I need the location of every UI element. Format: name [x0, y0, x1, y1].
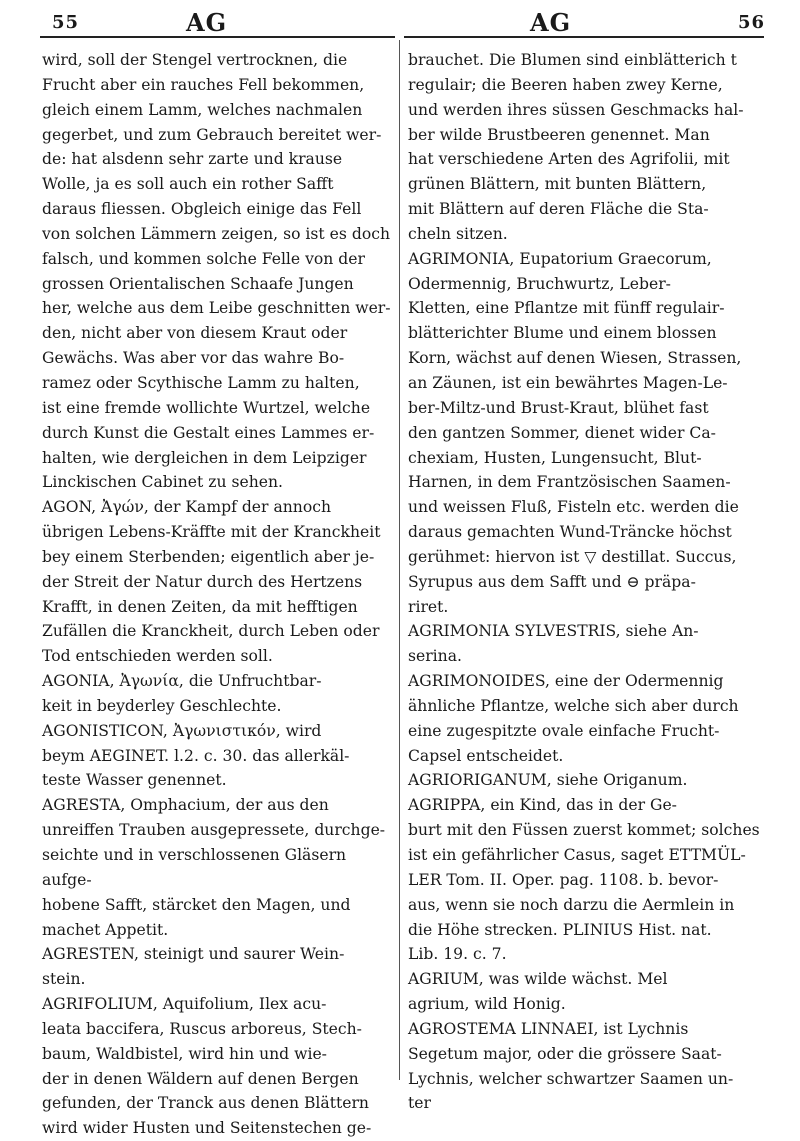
text-line: agrium, wild Honig. [408, 995, 566, 1014]
header-rule-left [40, 36, 395, 38]
text-line: gefunden, der Tranck aus denen Blättern [42, 1094, 369, 1113]
text-line: der in denen Wäldern auf denen Bergen [42, 1069, 359, 1088]
running-head-left: AG [186, 8, 228, 37]
text-line: AGRIMONOIDES, eine der Odermennig [408, 672, 724, 691]
header-rule-right [404, 36, 764, 38]
text-line: seichte und in verschlossenen Gläsern aufge- [42, 846, 347, 889]
text-line: Lychnis, welcher schwartzer Saamen un- [408, 1069, 734, 1088]
text-line: aus, wenn sie noch darzu die Aermlein in [408, 895, 735, 914]
text-line: Linckischen Cabinet zu sehen. [42, 473, 283, 492]
text-line: AGRESTEN, steinigt und saurer Wein- [42, 945, 345, 964]
text-line: unreiffen Trauben ausgepressete, durchge- [42, 821, 386, 840]
text-line: blätterichter Blume und einem blossen [408, 324, 717, 343]
text-line: daraus fliessen. Obgleich einige das Fell [42, 200, 362, 219]
text-line: Harnen, in dem Frantzösischen Saamen- [408, 473, 731, 492]
text-line: de: hat alsdenn sehr zarte und krause [42, 150, 343, 169]
text-line: burt mit den Füssen zuerst kommet; solches [408, 821, 760, 840]
text-line: halten, wie dergleichen in dem Leipziger [42, 448, 367, 467]
text-line: ber wilde Brustbeeren genennet. Man [408, 125, 710, 144]
text-line: wird wider Husten und Seitenstechen ge- [42, 1119, 372, 1138]
text-line: leata baccifera, Ruscus arboreus, Stech- [42, 1019, 362, 1038]
text-line: wird, soll der Stengel vertrocknen, die [42, 51, 348, 69]
text-line: beym AEGINET. l.2. c. 30. das allerkäl- [42, 746, 350, 765]
text-line: AGRESTA, Omphacium, der aus den [42, 796, 329, 815]
text-line: der Streit der Natur durch des Hertzens [42, 572, 363, 591]
text-line: baum, Waldbistel, wird hin und wie- [42, 1044, 327, 1063]
text-line: Capsel entscheidet. [408, 746, 564, 765]
page-number-right: 56 [738, 12, 766, 33]
text-line: Odermennig, Bruchwurtz, Leber- [408, 274, 671, 293]
text-line: Syrupus aus dem Safft und ⊖ präpa- [408, 572, 696, 591]
page-header [0, 6, 800, 40]
left-column [42, 48, 394, 1141]
text-line: ist eine fremde wollichte Wurtzel, welche [42, 398, 371, 417]
column-divider [399, 40, 400, 1080]
text-line: AGRIPPA, ein Kind, das in der Ge- [408, 796, 677, 815]
text-line: ramez oder Scythische Lamm zu halten, [42, 373, 360, 392]
text-line: und werden ihres süssen Geschmacks hal- [408, 100, 744, 119]
running-head-right: AG [530, 8, 572, 37]
text-line: durch Kunst die Gestalt eines Lammes er- [42, 423, 375, 442]
text-line: ähnliche Pflantze, welche sich aber durch [408, 696, 739, 715]
text-line: und weissen Fluß, Fisteln etc. werden die [408, 498, 739, 517]
text-line: von solchen Lämmern zeigen, so ist es doch [42, 224, 390, 243]
text-line: AGONISTICON, Ἀγωνιστικόν, wird [42, 721, 322, 740]
text-line: daraus gemachten Wund-Träncke höchst [408, 523, 732, 542]
text-line: serina. [408, 647, 462, 666]
text-line: AGRIORIGANUM, siehe Origanum. [408, 771, 688, 790]
text-line: ter [408, 1094, 431, 1113]
page-number-left: 55 [52, 12, 80, 33]
text-line: grossen Orientalischen Schaafe Jungen [42, 274, 354, 293]
text-line: gegerbet, und zum Gebrauch bereitet wer- [42, 125, 382, 144]
text-line: Lib. 19. c. 7. [408, 945, 507, 964]
text-line: brauchet. Die Blumen sind einblätterich t [408, 51, 737, 69]
text-line: gerühmet: hiervon ist ▽ destillat. Succus, [408, 547, 737, 566]
text-line: AGONIA, Ἀγωνία, die Unfruchtbar- [42, 672, 322, 691]
text-line: AGROSTEMA LINNAEI, ist Lychnis [408, 1019, 689, 1038]
right-column [408, 48, 760, 1116]
text-line: mit Blättern auf deren Fläche die Sta- [408, 200, 709, 219]
text-line: gleich einem Lamm, welches nachmalen [42, 100, 363, 119]
text-line: AGRIUM, was wilde wächst. Mel [408, 970, 668, 989]
text-line: Kletten, eine Pflantze mit fünff regulair- [408, 299, 725, 318]
text-line: bey einem Sterbenden; eigentlich aber je- [42, 547, 375, 566]
text-line: keit in beyderley Geschlechte. [42, 696, 282, 715]
text-line: AGON, Ἀγών, der Kampf der annoch [42, 498, 331, 517]
text-line: riret. [408, 597, 449, 616]
text-line: an Zäunen, ist ein bewährtes Magen-Le- [408, 373, 728, 392]
text-line: ist ein gefährlicher Casus, saget ETTMÜL- [408, 846, 746, 864]
text-line: chexiam, Husten, Lungensucht, Blut- [408, 448, 702, 467]
text-line: Wolle, ja es soll auch ein rother Safft [42, 175, 334, 194]
text-line: regulair; die Beeren haben zwey Kerne, [408, 75, 723, 94]
text-line: falsch, und kommen solche Felle von der [42, 249, 365, 268]
text-line: cheln sitzen. [408, 224, 508, 243]
text-line: die Höhe strecken. PLINIUS Hist. nat. [408, 920, 712, 939]
text-line: Krafft, in denen Zeiten, da mit hefftigen [42, 597, 358, 616]
text-line: Korn, wächst auf denen Wiesen, Strassen, [408, 349, 742, 368]
text-line: AGRIMONIA, Eupatorium Graecorum, [408, 249, 712, 268]
text-line: übrigen Lebens-Kräffte mit der Kranckheit [42, 523, 381, 542]
text-line: AGRIMONIA SYLVESTRIS, siehe An- [408, 622, 699, 641]
text-line: machet Appetit. [42, 920, 169, 939]
text-line: her, welche aus dem Leibe geschnitten wer- [42, 299, 391, 318]
text-line: hobene Safft, stärcket den Magen, und [42, 895, 351, 914]
text-line: Frucht aber ein rauches Fell bekommen, [42, 75, 365, 94]
text-line: teste Wasser genennet. [42, 771, 227, 790]
text-line: grünen Blättern, mit bunten Blättern, [408, 175, 707, 194]
text-line: Segetum major, oder die grössere Saat- [408, 1044, 722, 1063]
text-line: eine zugespitzte ovale einfache Frucht- [408, 721, 720, 740]
text-line: stein. [42, 970, 86, 989]
text-line: Tod entschieden werden soll. [42, 647, 273, 666]
text-line: LER Tom. II. Oper. pag. 1108. b. bevor- [408, 870, 719, 889]
text-line: den gantzen Sommer, dienet wider Ca- [408, 423, 716, 442]
text-line: ber-Miltz-und Brust-Kraut, blühet fast [408, 398, 709, 417]
text-line: hat verschiedene Arten des Agrifolii, mit [408, 150, 730, 169]
text-line: den, nicht aber von diesem Kraut oder [42, 324, 348, 343]
text-line: Gewächs. Was aber vor das wahre Bo- [42, 349, 345, 368]
text-line: Zufällen die Kranckheit, durch Leben oder [42, 622, 380, 641]
text-line: AGRIFOLIUM, Aquifolium, Ilex acu- [42, 995, 327, 1014]
